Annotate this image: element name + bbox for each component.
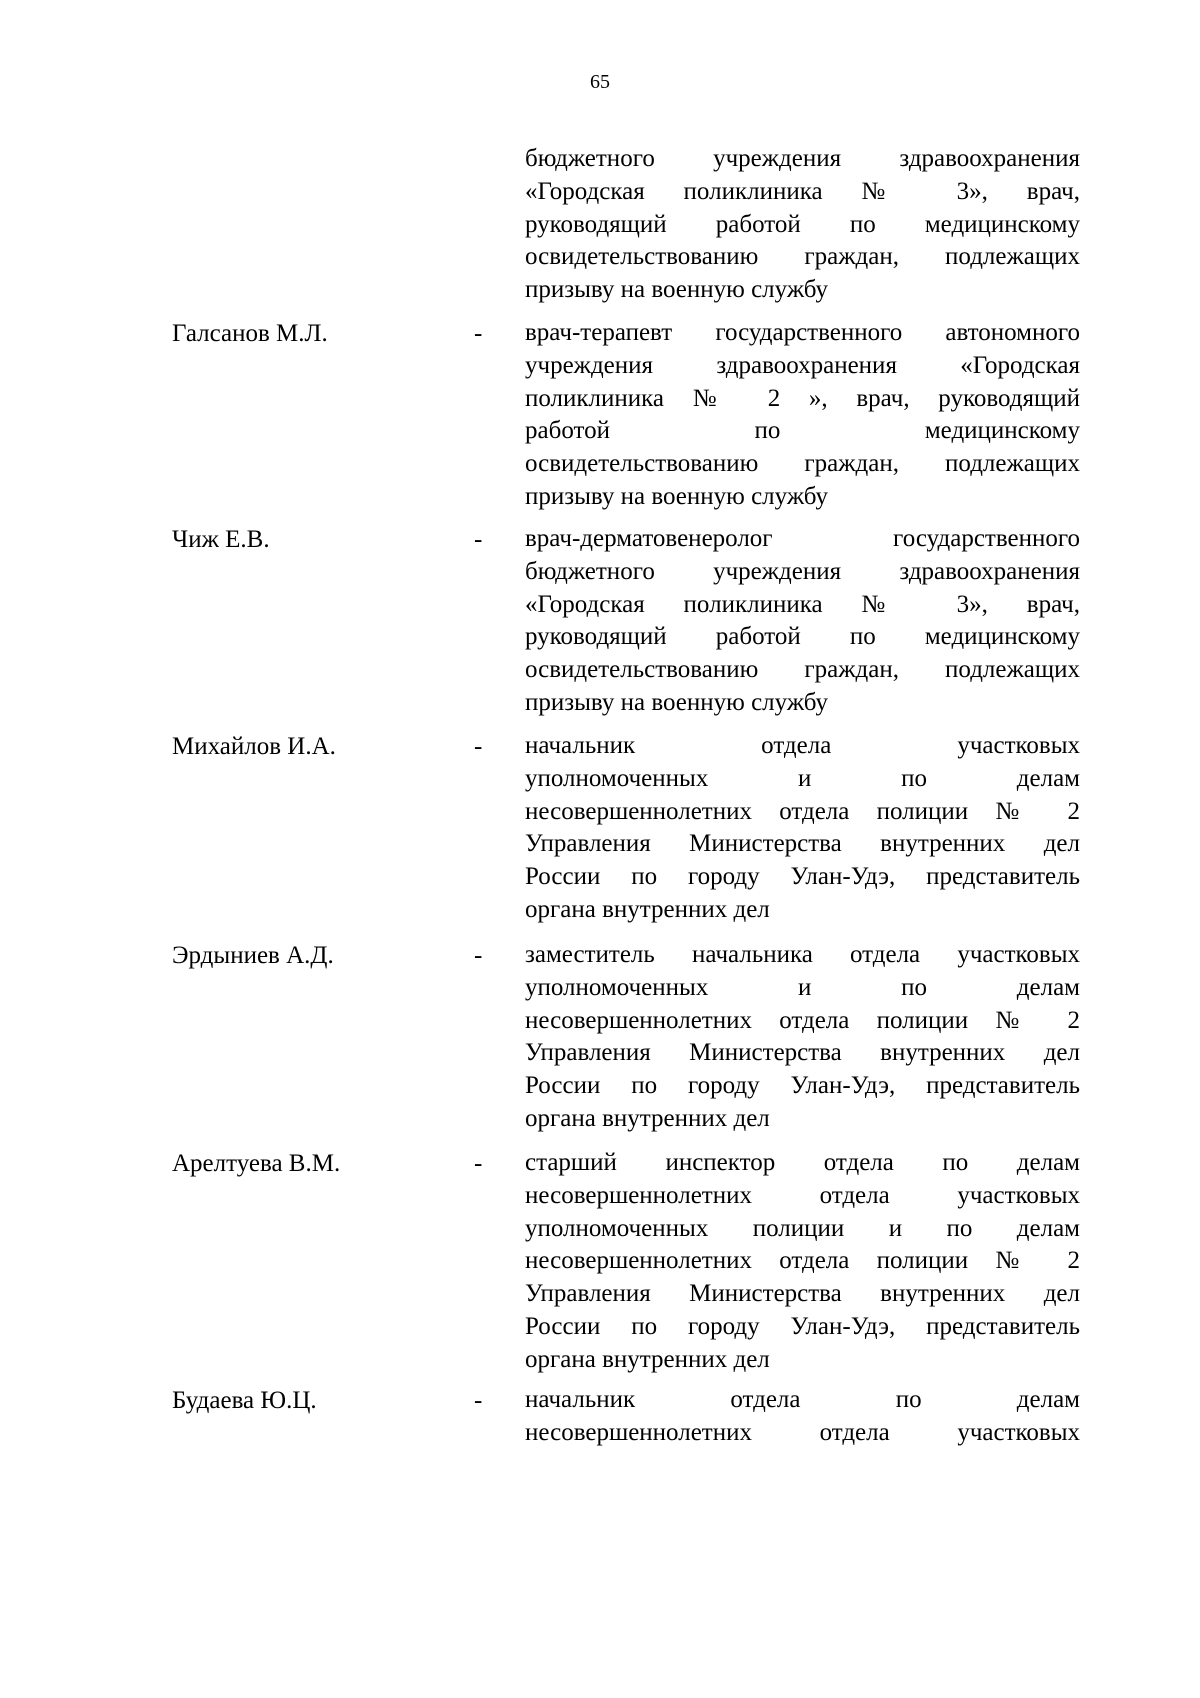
position-text-line: руководящий работой по медицинскому (525, 623, 1080, 651)
position-text-line: бюджетного учреждения здравоохранения (525, 557, 1080, 585)
position-text-line: освидетельствованию граждан, подлежащих (525, 656, 1080, 684)
position-text-line: призыву на военную службу (525, 482, 829, 510)
member-name: Галсанов М.Л. (172, 320, 328, 347)
dash-separator: - (474, 1387, 483, 1414)
member-position (525, 1147, 1080, 1377)
position-text-line: освидетельствованию граждан, подлежащих (525, 243, 1080, 271)
member-position (525, 939, 1080, 1136)
position-text-line: органа внутренних дел (525, 1104, 770, 1132)
position-text-line: «Городская поликлиника № 3», врач, (525, 177, 1080, 205)
position-text-line: поликлиника № 2 », врач, руководящий (525, 384, 1080, 412)
position-text-line: врач-терапевт государственного автономного (525, 319, 1080, 346)
position-text-line: несовершеннолетних отдела полиции № 2 (525, 1006, 1080, 1034)
position-text-line: несовершеннолетних отдела полиции № 2 (525, 797, 1080, 825)
position-text-line: России по городу Улан-Удэ, представитель (525, 1312, 1080, 1340)
member-name: Будаева Ю.Ц. (172, 1387, 317, 1414)
position-text-line: призыву на военную службу (525, 688, 829, 716)
member-position (525, 143, 1080, 307)
position-text-line: Управления Министерства внутренних дел (525, 1039, 1080, 1067)
position-text-line: несовершеннолетних отдела полиции № 2 (525, 1247, 1080, 1275)
position-text-line: освидетельствованию граждан, подлежащих (525, 450, 1080, 478)
member-position (525, 317, 1080, 514)
member-position (525, 730, 1080, 927)
position-text-line: заместитель начальника отдела участковых (525, 941, 1080, 968)
position-text-line: несовершеннолетних отдела участковых (525, 1181, 1080, 1209)
position-text-line: начальник отдела по делам (525, 1386, 1080, 1413)
position-text-line: органа внутренних дел (525, 895, 770, 923)
position-text-line: уполномоченных полиции и по делам (525, 1214, 1080, 1242)
position-text-line: Управления Министерства внутренних дел (525, 830, 1080, 858)
position-text-line: старший инспектор отдела по делам (525, 1149, 1080, 1176)
dash-separator: - (474, 526, 483, 553)
member-name: Арелтуева В.М. (172, 1150, 341, 1177)
position-text-line: «Городская поликлиника № 3», врач, (525, 590, 1080, 618)
position-text-line: Управления Министерства внутренних дел (525, 1280, 1080, 1308)
position-text-line: призыву на военную службу (525, 276, 829, 304)
position-text-line: России по городу Улан-Удэ, представитель (525, 863, 1080, 891)
dash-separator: - (474, 942, 483, 969)
position-text-line: врач-дерматовенеролог государственного (525, 525, 1080, 552)
position-text-line: руководящий работой по медицинскому (525, 210, 1080, 238)
member-name: Михайлов И.А. (172, 733, 336, 760)
position-text-line: России по городу Улан-Удэ, представитель (525, 1072, 1080, 1100)
position-text-line: начальник отдела участковых (525, 732, 1080, 759)
position-text-line: уполномоченных и по делам (525, 764, 1080, 792)
position-text-line: уполномоченных и по делам (525, 973, 1080, 1001)
position-text-line: работой по медицинскому (525, 417, 1080, 445)
position-text-line: учреждения здравоохранения «Городская (525, 351, 1080, 379)
member-name: Чиж Е.В. (172, 526, 270, 553)
dash-separator: - (474, 1150, 483, 1177)
page-number: 65 (590, 71, 610, 93)
position-text-line: несовершеннолетних отдела участковых (525, 1418, 1080, 1446)
position-text-line: органа внутренних дел (525, 1345, 770, 1373)
member-position (525, 1384, 1080, 1450)
dash-separator: - (474, 320, 483, 347)
member-name: Эрдыниев А.Д. (172, 942, 334, 969)
member-position (525, 523, 1080, 720)
position-text-line: бюджетного учреждения здравоохранения (525, 145, 1080, 172)
dash-separator: - (474, 733, 483, 760)
